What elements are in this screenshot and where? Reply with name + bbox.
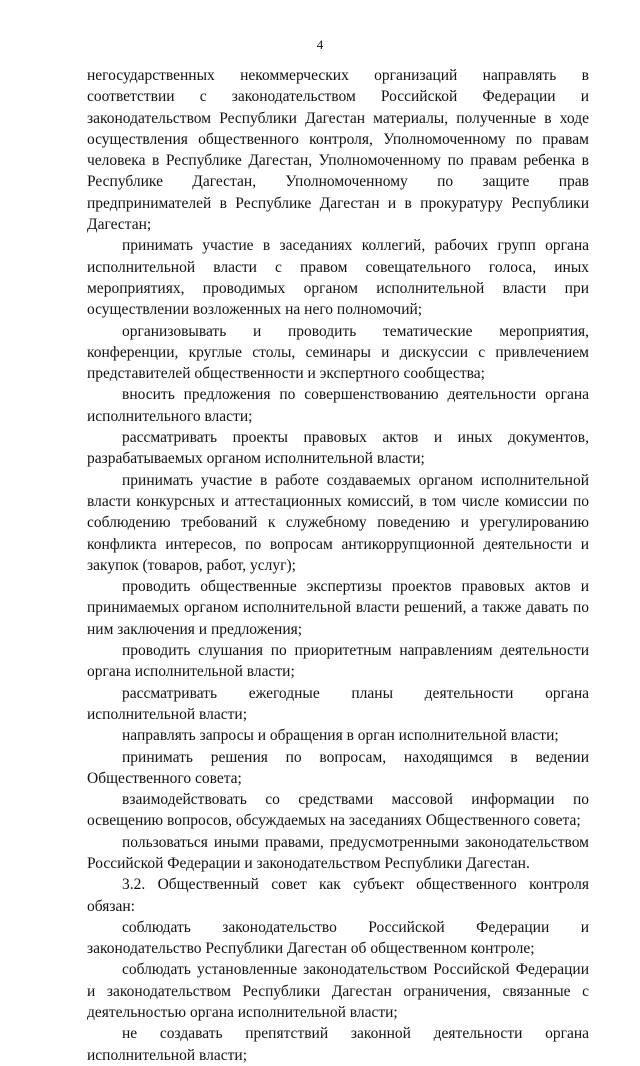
paragraph-requests: направлять запросы и обращения в орган исполнительной власти; <box>122 727 559 745</box>
paragraph-comply-law: соблюдать законодательство Российской Федерации и законодательство Республики Дагестан об общественном контроле; <box>87 918 589 958</box>
page-number: 4 <box>316 37 324 52</box>
paragraph-annual-plans: рассматривать ежегодные планы деятельности органа исполнительной власти; <box>87 684 589 723</box>
paragraph-decisions: принимать решения по вопросам, находящимся в ведении Общественного совета; <box>87 748 589 787</box>
paragraph-no-obstacles: не создавать препятствий законной деятельности органа исполнительной власти; <box>87 1025 589 1064</box>
paragraph-submit-proposals: вносить предложения по совершенствованию деятельности органа исполнительного власти; <box>87 386 589 425</box>
document-body <box>87 65 589 1066</box>
paragraph-review-drafts: рассматривать проекты правовых актов и иных документов, разрабатываемых органом исполнительной власти; <box>87 429 589 468</box>
paragraph-comply-restrictions: соблюдать установленные законодательством Российской Федерации и законодательством Республики Дагестан ограничения, связанные с деятельностью органа исполнительной власти; <box>87 961 589 1022</box>
paragraph-other-rights: пользоваться иными правами, предусмотренными законодательством Российской Федерации и законодательством Республики Дагестан. <box>87 833 589 872</box>
paragraph-continuation: негосударственных некоммерческих организаций направлять в соответствии с законодательством Российской Федерации и законодательством Республики Дагестан материалы, полученные в ходе осуществления общественного контроля, Уполномоченному по правам человека в Республике Дагестан, Уполномоченному по правам ребенка в Республике Дагестан, Уполномоченному по защите прав предпринимателей в Республике Дагестан и в прокуратуру Республики Дагестан; <box>87 67 589 234</box>
paragraph-expertise: проводить общественные экспертизы проектов правовых актов и принимаемых органом исполнительной власти решений, а также давать по ним заключения и предложения; <box>87 578 589 638</box>
paragraph-participate-meetings: принимать участие в заседаниях коллегий, рабочих групп органа исполнительной власти с правом совещательного голоса, иных мероприятиях, проводимых органом исполнительной власти при осуществлении возложенных на него полномочий; <box>87 237 589 319</box>
paragraph-hearings: проводить слушания по приоритетным направлениям деятельности органа исполнительной власти; <box>87 642 589 681</box>
paragraph-media: взаимодействовать со средствами массовой информации по освещению вопросов, обсуждаемых на заседаниях Общественного совета; <box>87 791 589 830</box>
paragraph-section-3-2: 3.2. Общественный совет как субъект общественного контроля обязан: <box>87 876 589 915</box>
paragraph-commissions: принимать участие в работе создаваемых органом исполнительной власти конкурсных и аттестационных комиссий, в том числе комиссии по соблюдению требований к служебному поведению и урегулированию конфликта интересов, по вопросам антикоррупционной деятельности и закупок (товаров, работ, услуг); <box>87 471 589 574</box>
paragraph-organize-events: организовывать и проводить тематические мероприятия, конференции, круглые столы, семинары и дискуссии с привлечением представителей общественности и экспертного сообщества; <box>87 322 589 383</box>
